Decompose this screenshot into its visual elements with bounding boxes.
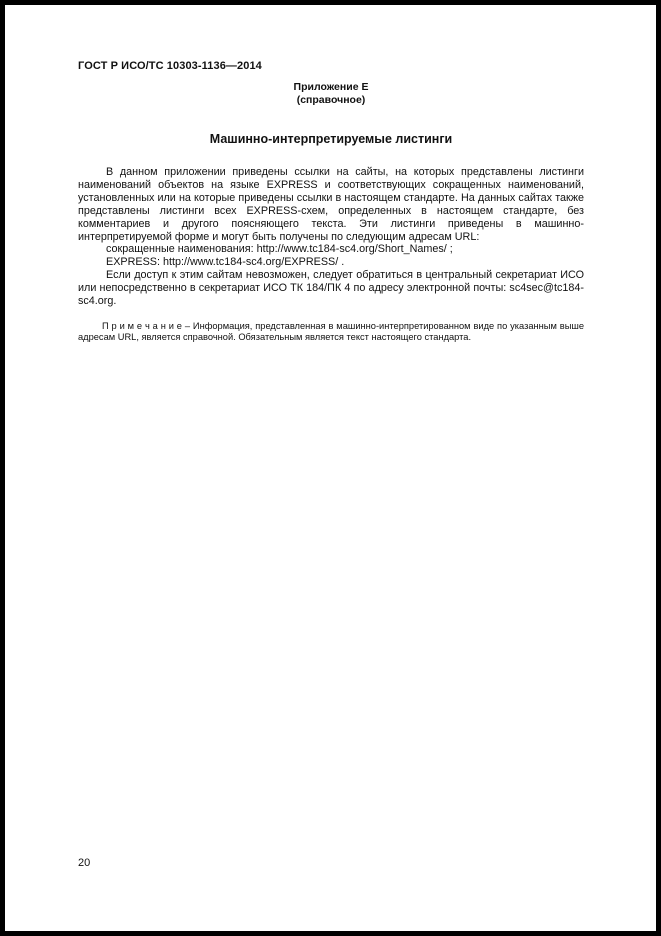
note-paragraph: П р и м е ч а н и е – Информация, представленная в машинно-интерпретированном виде по указанным выше адресам URL, является справочной. Обязательным является текст настоящего стандарта. — [78, 320, 584, 343]
annex-heading — [78, 81, 584, 106]
page-number: 20 — [78, 857, 91, 869]
document-number-header: ГОСТ Р ИСО/ТС 10303-1136—2014 — [78, 60, 262, 72]
section-title: Машинно-интерпретируемые листинги — [209, 132, 453, 146]
annex-subtitle: (справочное) — [296, 93, 366, 106]
page-content — [78, 5, 584, 344]
paragraph-contact: Если доступ к этим сайтам невозможен, следует обратиться в центральный секретариат ИСО или непосредственно в секретариат ИСО ТК 184/ПК 4 по адресу электронной почты: sc4sec@tc184-sc4.org. — [78, 269, 584, 308]
annex-title: Приложение Е — [293, 81, 369, 93]
document-page — [5, 5, 656, 931]
express-url-line: EXPRESS: http://www.tc184-sc4.org/EXPRESS/ . — [106, 256, 345, 269]
paragraph-intro: В данном приложении приведены ссылки на сайты, на которых представлены листинги наименований объектов на языке EXPRESS и соответствующих сокращенных наименований, установленных или на которые приведены ссылки в настоящем стандарте. На данных сайтах также представлены листинги всех EXPRESS-схем, определенных в настоящем стандарте, без комментариев и другого поясняющего текста. Эти листинги приведены в машинно-интерпретируемой форме и могут быть получены по следующим адресам URL: — [78, 166, 584, 243]
short-names-url-line: сокращенные наименования: http://www.tc184-sc4.org/Short_Names/ ; — [106, 243, 453, 256]
